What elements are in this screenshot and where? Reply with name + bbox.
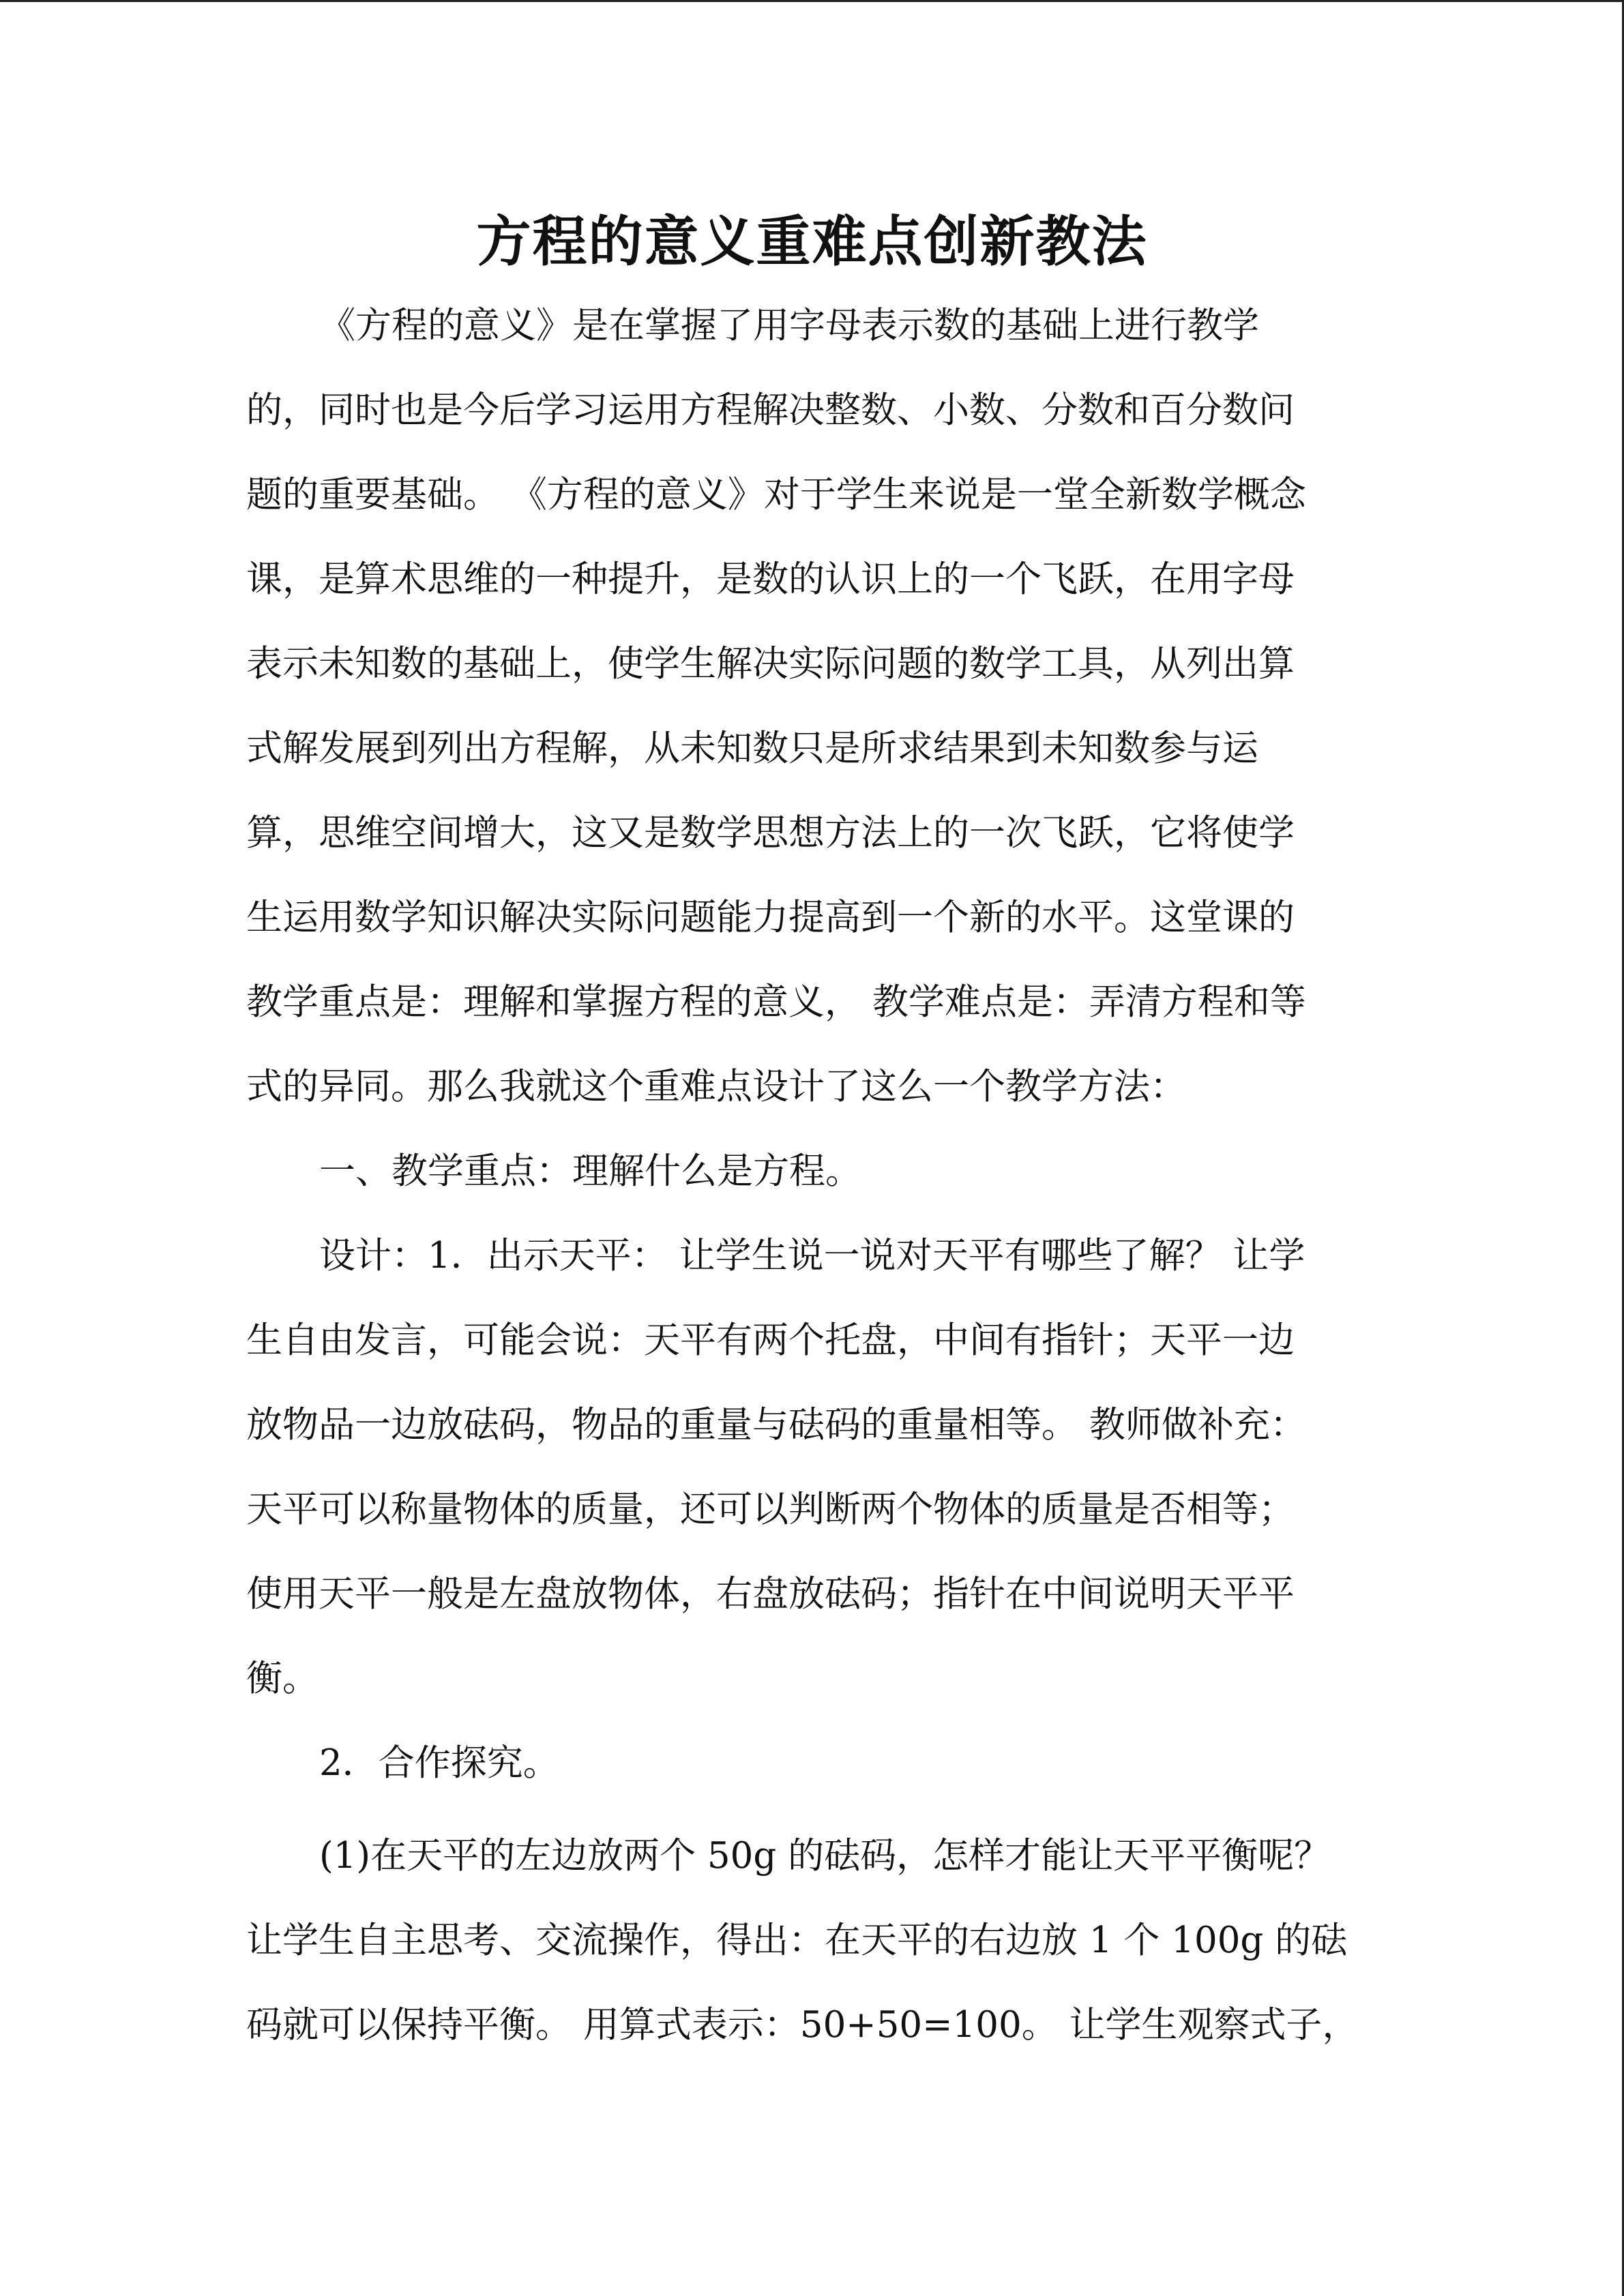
paragraph-line: 生自由发言，可能会说：天平有两个托盘，中间有指针；天平一边: [246, 1320, 1295, 1361]
paragraph-line: 衡。: [246, 1658, 319, 1699]
paragraph-line: 式的异同。那么我就这个重难点设计了这么一个教学方法：: [246, 1066, 1186, 1107]
paragraph-line: 题的重要基础。 《方程的意义》对于学生来说是一堂全新数学概念: [246, 474, 1306, 516]
paragraph-line: 生运用数学知识解决实际问题能力提高到一个新的水平。这堂课的: [246, 897, 1295, 938]
subsection-heading: 2．合作探究。: [319, 1742, 559, 1784]
paragraph-line: 算，思维空间增大，这又是数学思想方法上的一次飞跃，它将使学: [246, 812, 1295, 854]
paragraph-line: 放物品一边放砝码，物品的重量与砝码的重量相等。 教师做补充：: [246, 1404, 1306, 1446]
paragraph-line: 课，是算术思维的一种提升，是数的认识上的一个飞跃，在用字母: [246, 558, 1295, 600]
page-top-border: [0, 0, 1624, 2]
section-heading: 一、教学重点：理解什么是方程。: [319, 1150, 861, 1192]
paragraph-line: 让学生自主思考、交流操作，得出：在天平的右边放 1 个 100g 的砝: [246, 1920, 1348, 1961]
paragraph-line: 码就可以保持平衡。 用算式表示：50+50=100。 让学生观察式子，: [246, 2004, 1359, 2046]
document-title: 方程的意义重难点创新教法: [476, 210, 1148, 273]
paragraph-line: 使用天平一般是左盘放物体，右盘放砝码；指针在中间说明天平平: [246, 1573, 1295, 1615]
paragraph-line: 的，同时也是今后学习运用方程解决整数、小数、分数和百分数问: [246, 389, 1295, 431]
paragraph-line: (1)在天平的左边放两个 50g 的砝码，怎样才能让天平平衡呢？: [319, 1835, 1331, 1877]
paragraph-line: 天平可以称量物体的质量，还可以判断两个物体的质量是否相等；: [246, 1489, 1295, 1530]
paragraph-line: 表示未知数的基础上，使学生解决实际问题的数学工具，从列出算: [246, 643, 1295, 685]
paragraph-line: 《方程的意义》是在掌握了用字母表示数的基础上进行教学: [319, 305, 1259, 346]
paragraph-line: 设计：1．出示天平： 让学生说一说对天平有哪些了解？ 让学: [319, 1235, 1305, 1277]
paragraph-line: 式解发展到列出方程解，从未知数只是所求结果到未知数参与运: [246, 728, 1258, 769]
paragraph-line: 教学重点是：理解和掌握方程的意义， 教学难点是：弄清方程和等: [246, 981, 1306, 1023]
